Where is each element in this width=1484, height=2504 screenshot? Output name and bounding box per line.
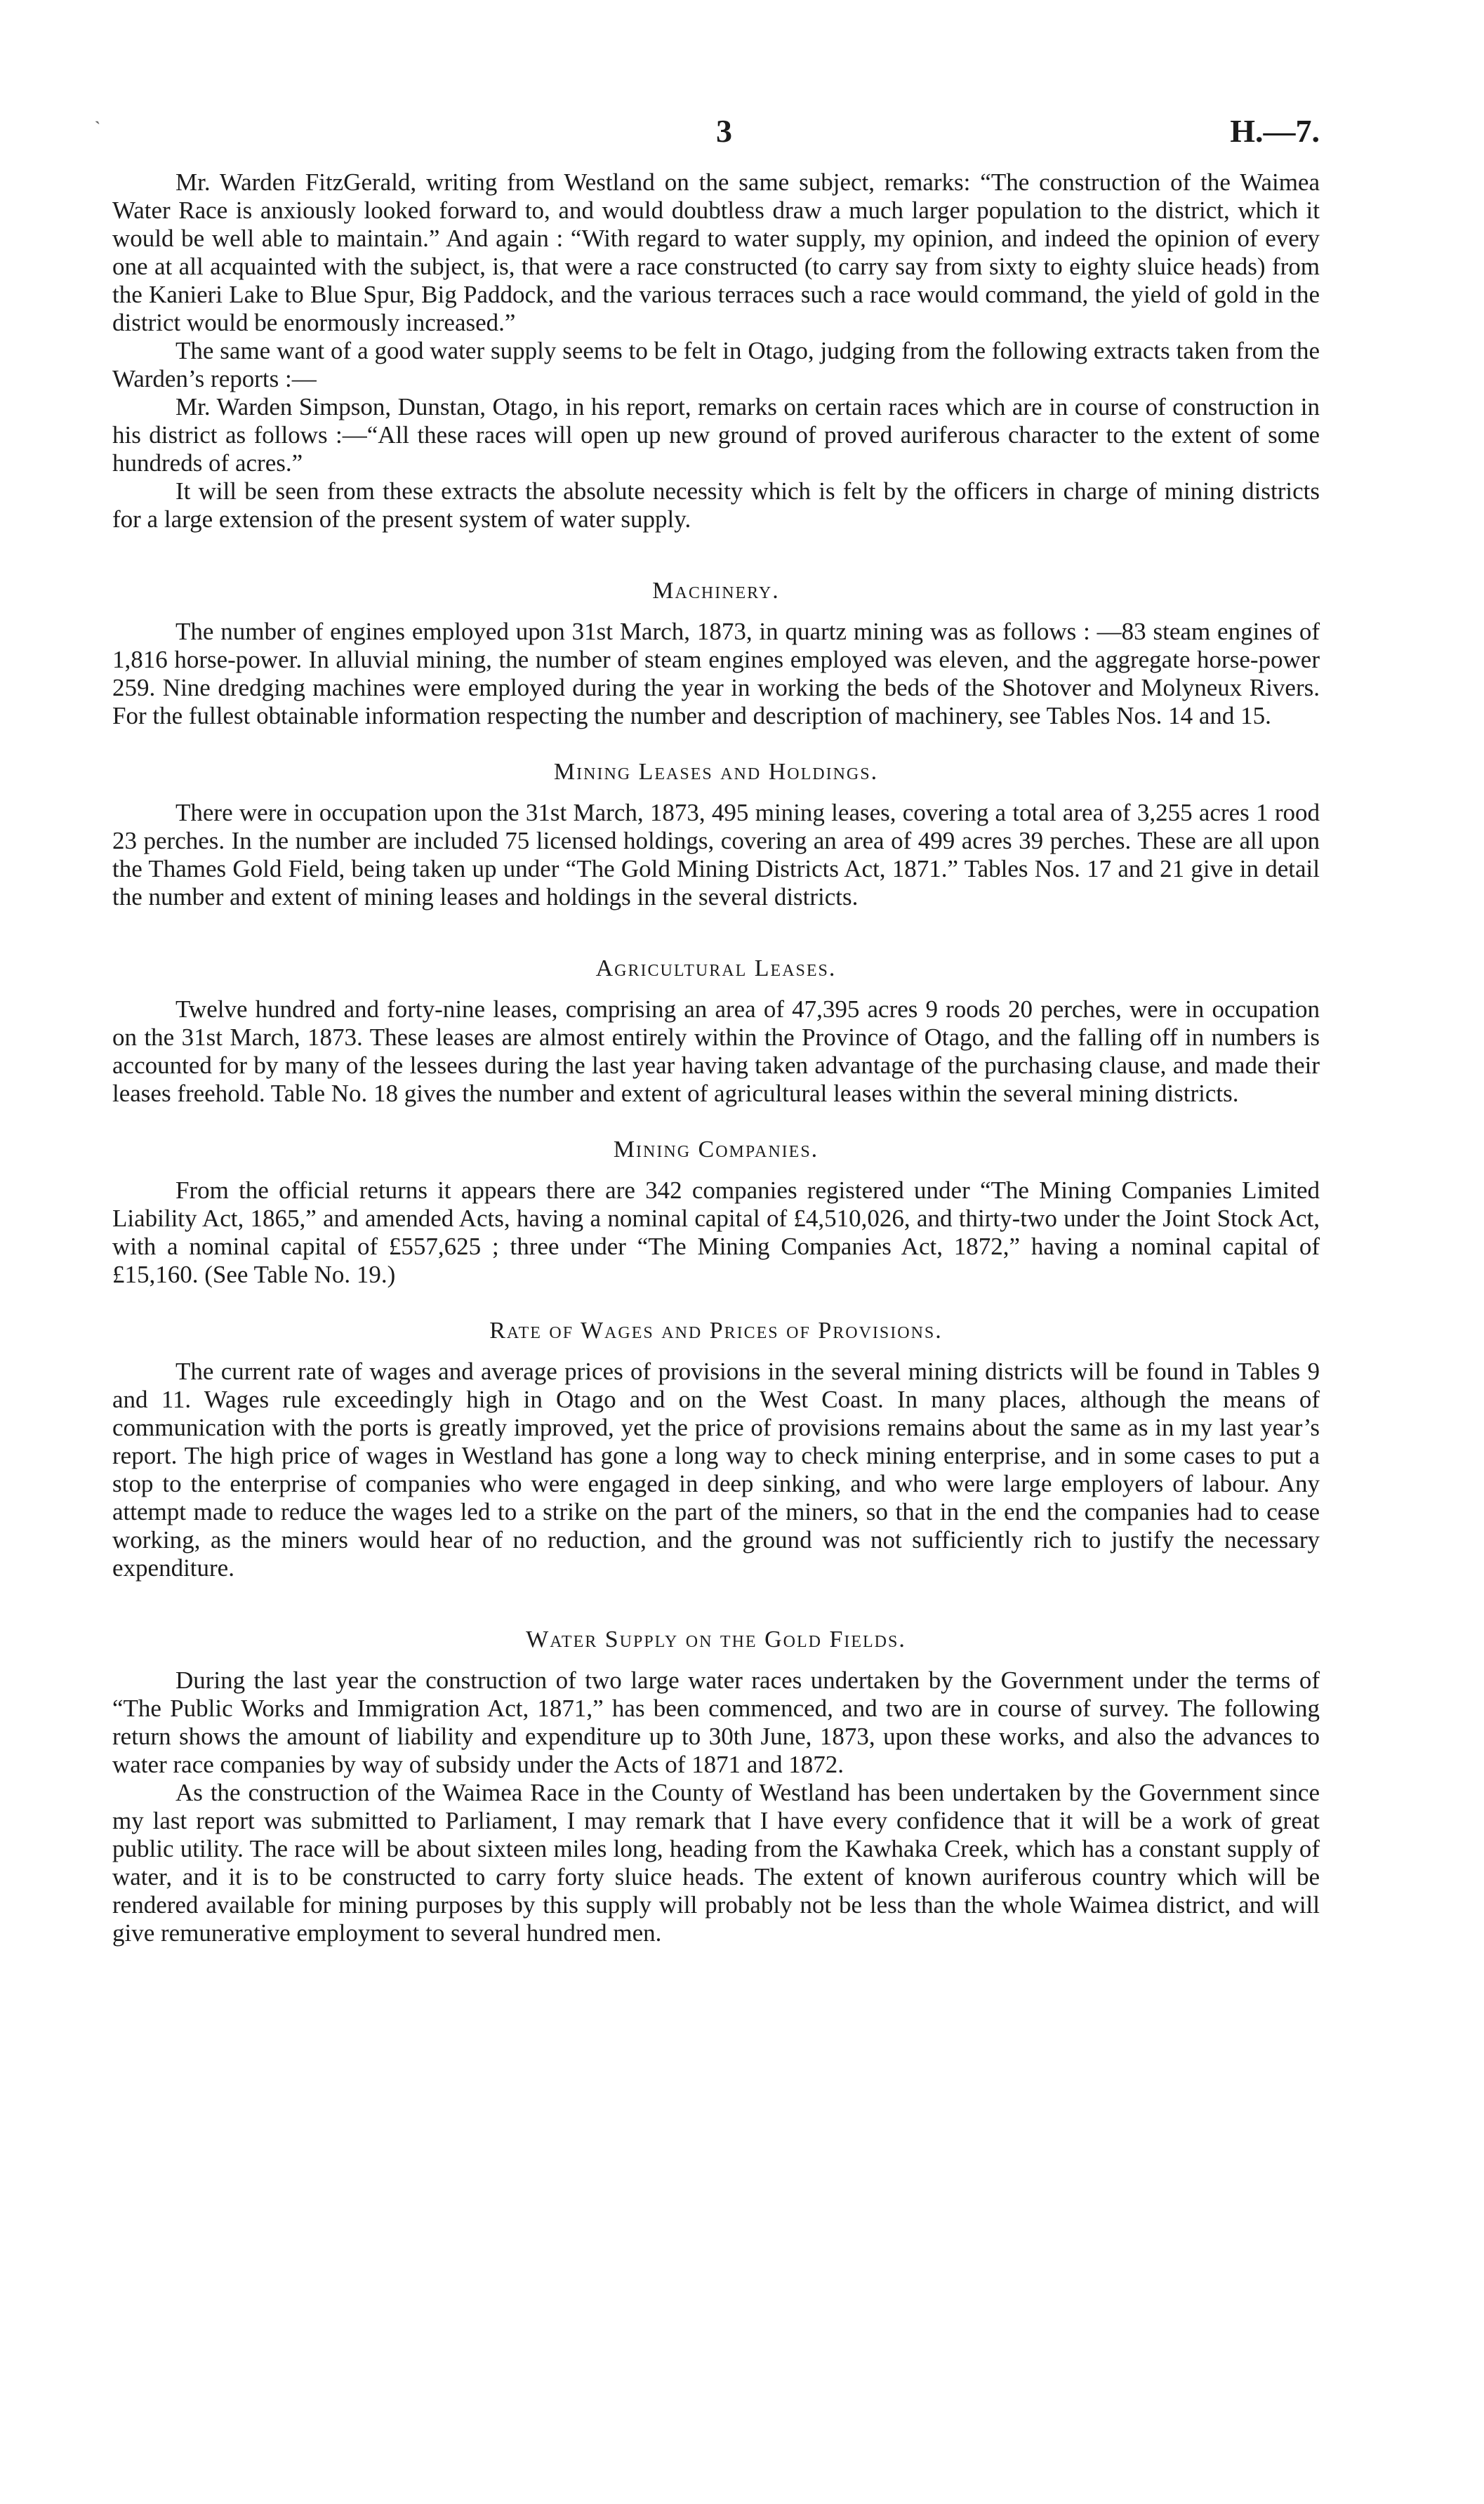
- agricultural-leases-section: [112, 955, 1320, 1108]
- document-reference: H.—7.: [1230, 113, 1320, 149]
- mining-companies-section: [112, 1136, 1320, 1289]
- document-page: [95, 112, 1320, 1947]
- paragraph-simpson: Mr. Warden Simpson, Dunstan, Otago, in his report, remarks on certain races which are in course of construction in his district as follows :—“All these races will open up new ground of proved auriferous character to the extent of some hundreds of acres.”: [112, 393, 1320, 477]
- wages-section: [112, 1317, 1320, 1582]
- paragraph-mining-companies: From the official returns it appears there are 342 companies registered under “The Mining Companies Limited Liability Act, 1865,” and amended Acts, having a nominal capital of £4,510,026, and thirty-two under the Joint Stock Act, with a nominal capital of £557,625 ; three under “The Mining Companies Act, 1872,” having a nominal capital of £15,160. (See Table No. 19.): [112, 1177, 1320, 1288]
- section-heading-wages: Rate of Wages and Prices of Provisions.: [489, 1318, 943, 1344]
- intro-section: [112, 168, 1320, 534]
- paragraph-machinery: The number of engines employed upon 31st March, 1873, in quartz mining was as follows : —83 steam engines of 1,816 horse-power. In alluvial mining, the number of steam engines employed was eleven, and the aggregate horse-power 259. Nine dredging machines were employed during the year in working the beds of the Shotover and Molyneux Rivers. For the fullest obtainable information respecting the number and description of machinery, see Tables Nos. 14 and 15.: [112, 618, 1320, 729]
- paragraph-water-races: During the last year the construction of two large water races undertaken by the Government under the terms of “The Public Works and Immigration Act, 1871,” has been commenced, and two are in course of survey. The following return shows the amount of liability and expenditure up to 30th June, 1873, upon these works, and also the advances to water race companies by way of subsidy under the Acts of 1871 and 1872.: [112, 1667, 1320, 1778]
- paragraph-waimea-race: As the construction of the Waimea Race in the County of Westland has been undertaken by the Government since my last report was submitted to Parliament, I may remark that I have every confidence that it will be a work of great public utility. The race will be about sixteen miles long, heading from the Kawhaka Creek, which has a constant supply of water, and it is to be constructed to carry forty sluice heads. The extent of known auriferous country which will be rendered available for mining purposes by this supply will probably not be less than the whole Waimea district, and will give remunerative employment to several hundred men.: [112, 1779, 1320, 1947]
- paragraph-necessity: It will be seen from these extracts the absolute necessity which is felt by the officers in charge of mining districts for a large extension of the present system of water supply.: [112, 477, 1320, 533]
- page-number: 3: [716, 113, 732, 149]
- water-supply-section: [112, 1626, 1320, 1947]
- paragraph-mining-leases: There were in occupation upon the 31st March, 1873, 495 mining leases, covering a total area of 3,255 acres 1 rood 23 perches. In the number are included 75 licensed holdings, covering an area of 499 acres 39 perches. These are all upon the Thames Gold Field, being taken up under “The Gold Mining Districts Act, 1871.” Tables Nos. 17 and 21 give in detail the number and extent of mining leases and holdings in the several districts.: [112, 799, 1320, 910]
- paragraph-wages: The current rate of wages and average prices of provisions in the several mining districts will be found in Tables 9 and 11. Wages rule exceedingly high in Otago and on the West Coast. In many places, although the means of communication with the ports is greatly improved, yet the price of provisions remains about the same as in my last year’s report. The high price of wages in Westland has gone a long way to check mining enterprise, and in some cases to put a stop to the enterprise of companies who were engaged in deep sinking, and who were large employers of labour. Any attempt made to reduce the wages led to a strike on the part of the miners, so that in the end the companies had to cease working, as the miners would hear of no reduction, and the ground was not sufficiently rich to justify the necessary expenditure.: [112, 1358, 1320, 1582]
- mining-leases-section: [112, 758, 1320, 911]
- section-heading-agricultural-leases: Agricultural Leases.: [595, 955, 837, 981]
- paragraph-agricultural-leases: Twelve hundred and forty-nine leases, comprising an area of 47,395 acres 9 roods 20 perches, were in occupation on the 31st March, 1873. These leases are almost entirely within the Province of Otago, and the falling off in numbers is accounted for by many of the lessees during the last year having taken advantage of the purchasing clause, and made their leases freehold. Table No. 18 gives the number and extent of agricultural leases within the several mining districts.: [112, 995, 1320, 1107]
- paragraph-otago-want: The same want of a good water supply seems to be felt in Otago, judging from the following extracts taken from the Warden’s reports :—: [112, 337, 1320, 392]
- section-heading-machinery: Machinery.: [652, 578, 780, 604]
- page-header: [95, 112, 1320, 168]
- section-heading-water-supply: Water Supply on the Gold Fields.: [526, 1627, 906, 1652]
- section-heading-mining-leases: Mining Leases and Holdings.: [553, 759, 879, 785]
- section-heading-mining-companies: Mining Companies.: [613, 1137, 819, 1162]
- machinery-section: [112, 577, 1320, 730]
- paragraph-fitzgerald: Mr. Warden FitzGerald, writing from Westland on the same subject, remarks: “The construction of the Waimea Water Race is anxiously looked forward to, and would doubtless draw a much larger population to the district, which it would be well able to maintain.” And again : “With regard to water supply, my opinion, and indeed the opinion of every one at all acquainted with the subject, is, that were a race constructed (to carry say from sixty to eighty sluice heads) from the Kanieri Lake to Blue Spur, Big Paddock, and the various terraces such a race would command, the yield of gold in the district would be enormously increased.”: [112, 168, 1320, 336]
- margin-mark: `: [95, 119, 100, 138]
